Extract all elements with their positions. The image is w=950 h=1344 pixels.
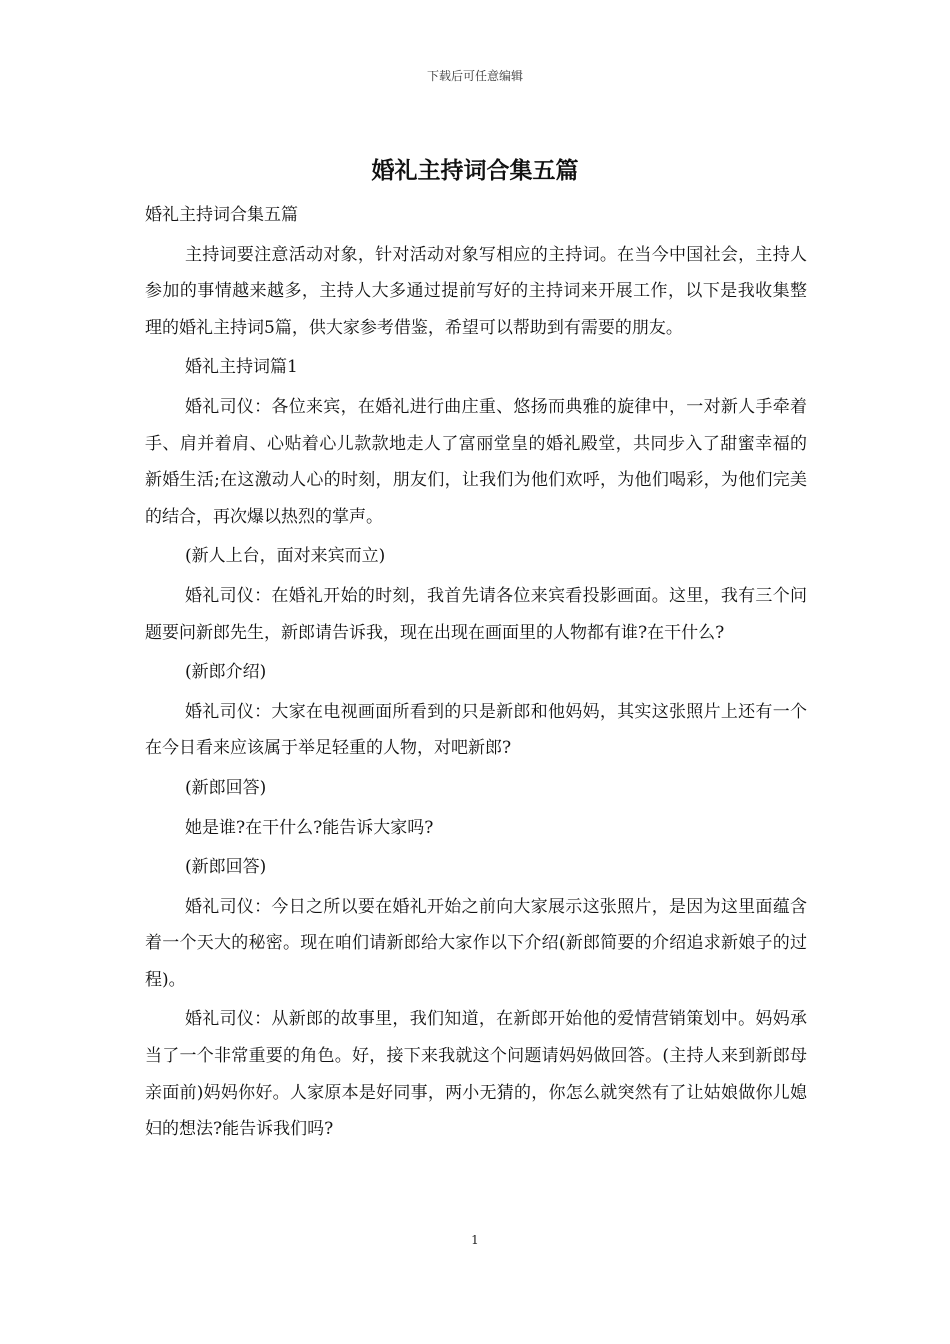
stage-direction: (新郎回答) [185,857,267,878]
stage-direction: (新郎回答) [185,777,267,798]
stage-direction: (新郎介绍) [185,662,267,683]
page-header: 下载后可任意编辑 [426,69,523,83]
paragraph: 婚礼司仪：在婚礼开始的时刻，我首先请各位来宾看投影画面。这里，我有三个问题要问新郎先生，新郎请告诉我，现在出现在画面里的人物都有谁?在干什么? [145,585,807,643]
stage-direction: (新人上台，面对来宾而立) [185,546,386,567]
document-subtitle: 婚礼主持词合集五篇 [145,205,298,225]
paragraph: 婚礼司仪：从新郎的故事里，我们知道，在新郎开始他的爱情营销策划中。妈妈承当了一个非常重要的角色。好，接下来我就这个问题请妈妈做回答。(主持人来到新郎母亲面前)妈妈你好。人家原本是好同事，两小无猜的，你怎么就突然有了让姑娘做你儿媳妇的想法?能告诉我们吗? [145,1009,807,1140]
paragraph: 婚礼司仪：今日之所以要在婚礼开始之前向大家展示这张照片，是因为这里面蕴含着一个天大的秘密。现在咱们请新郎给大家作以下介绍(新郎简要的介绍追求新娘子的过程)。 [145,896,807,990]
paragraph: 她是谁?在干什么?能告诉大家吗? [185,817,434,838]
paragraph-intro: 主持词要注意活动对象，针对活动对象写相应的主持词。在当今中国社会，主持人参加的事情越来越多，主持人大多通过提前写好的主持词来开展工作，以下是我收集整理的婚礼主持词5篇，供大家参考借鉴，希望可以帮助到有需要的朋友。 [145,244,807,338]
document-title: 婚礼主持词合集五篇 [371,157,579,184]
section-heading: 婚礼主持词篇1 [185,357,298,378]
document-body [145,197,807,1151]
paragraph: 婚礼司仪：大家在电视画面所看到的只是新郎和他妈妈，其实这张照片上还有一个在今日看来应该属于举足轻重的人物，对吧新郎? [145,701,807,759]
page-number: 1 [471,1233,479,1247]
paragraph: 婚礼司仪：各位来宾，在婚礼进行曲庄重、悠扬而典雅的旋律中，一对新人手牵着手、肩并着肩、心贴着心儿款款地走人了富丽堂皇的婚礼殿堂，共同步入了甜蜜幸福的新婚生活;在这激动人心的时刻，朋友们，让我们为他们欢呼，为他们喝彩，为他们完美的结合，再次爆以热烈的掌声。 [145,396,807,527]
